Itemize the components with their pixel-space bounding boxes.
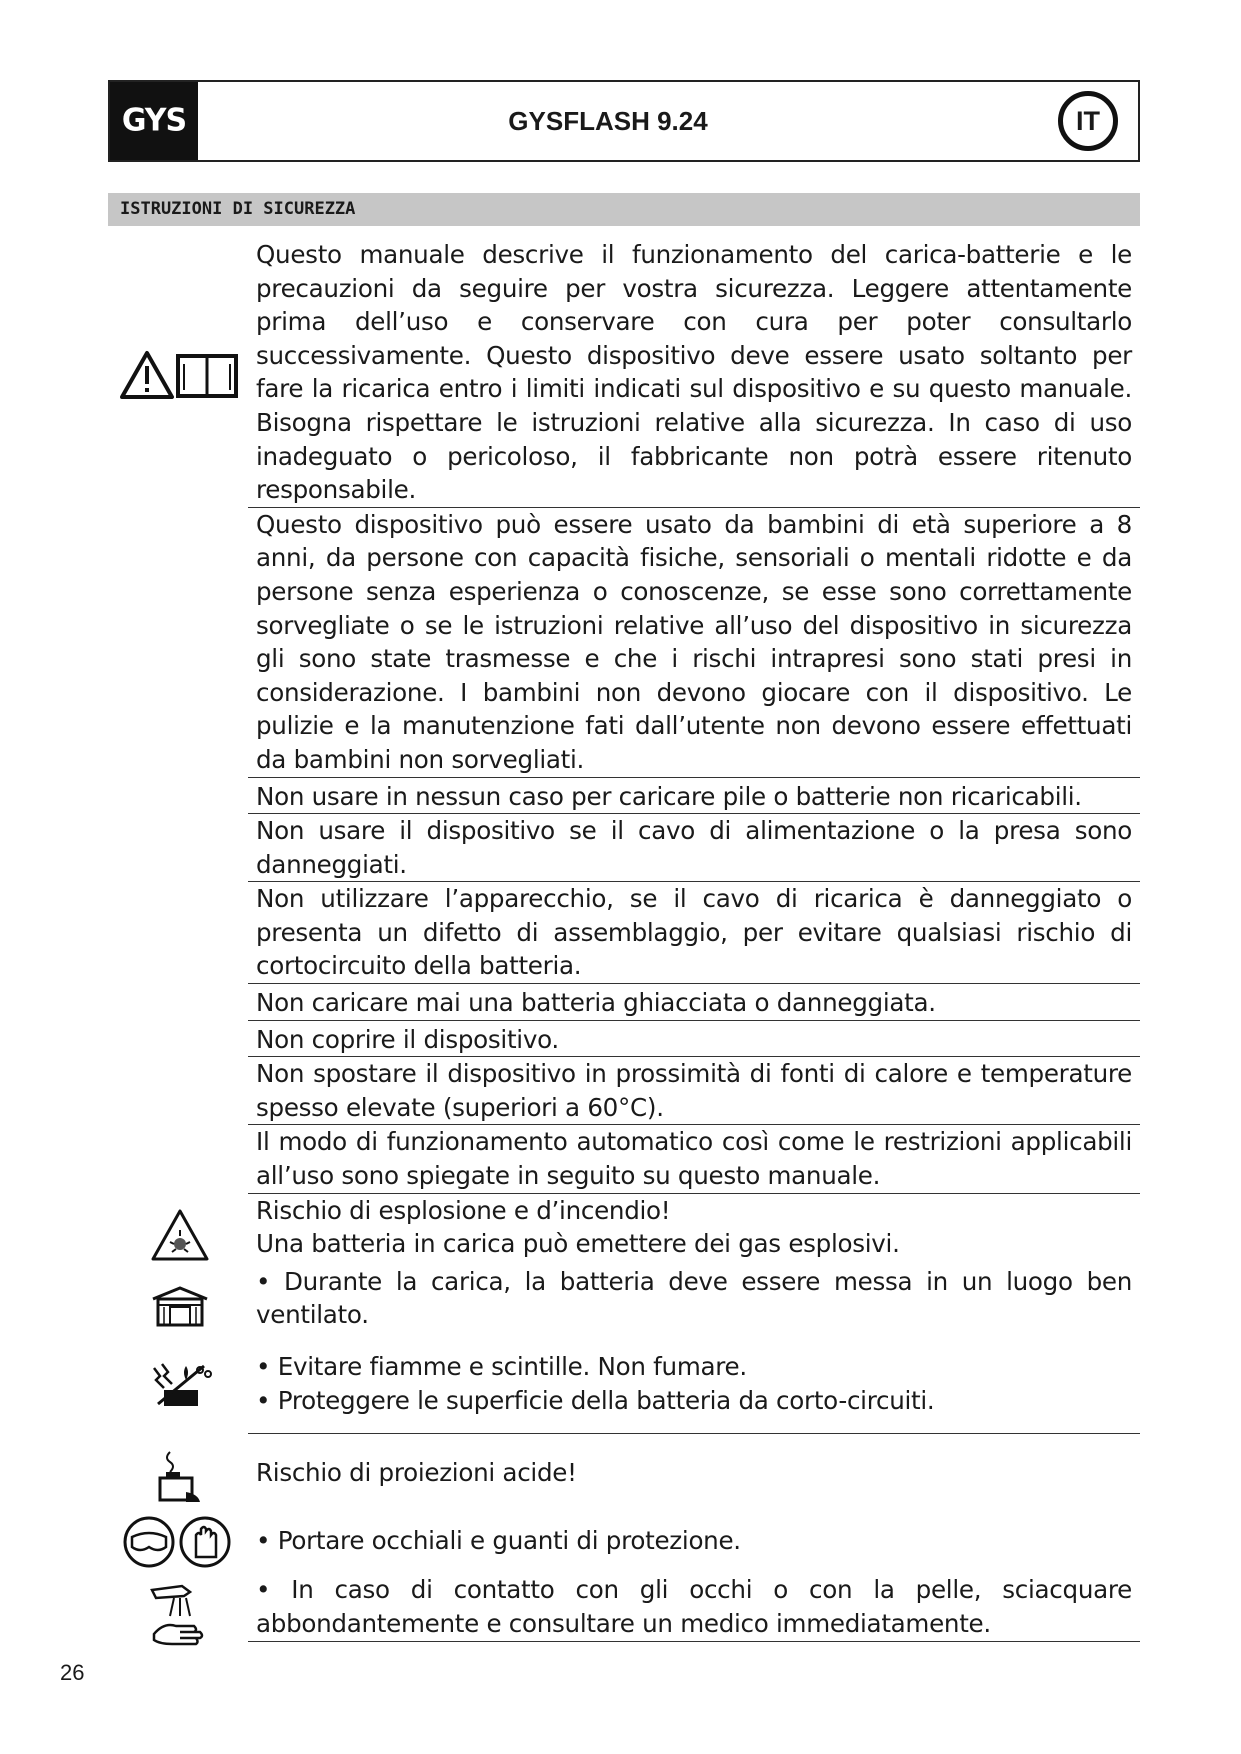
acid-bullet: • Portare occhiali e guanti di protezione. — [256, 1525, 741, 1555]
no-flames-icon — [148, 1360, 214, 1408]
explosion-bullet: • Proteggere le superficie della batteria da corto-circuiti. — [256, 1385, 935, 1415]
paragraph: Questo manuale descrive il funzionamento del carica-batterie e le precauzioni da seguire per vostra sicurezza. Leggere attentamente prima dell’uso e conservare con cura per poter consultarlo successivamente. Questo dispositivo deve essere usato soltanto per fare la ricarica entro i limiti indicati sul dispositivo e su questo manuale. Bisogna rispettare le istruzioni relative alla sicurezza. In caso di uso inadeguato o pericoloso, il fabbricante non potrà essere ritenuto responsabile. — [248, 238, 1140, 508]
explosion-warning-icon — [150, 1208, 210, 1262]
acid-risk-block — [248, 1456, 1140, 1641]
paragraph: Questo dispositivo può essere usato da bambini di età superiore a 8 anni, da persone con capacità fisiche, sensoriali o mentali ridotte e da persone senza esperienza o conoscenze, se esse sono correttamente sorvegliate o se le istruzioni relative all’uso del dispositivo in sicurezza gli sono state trasmesse e che i rischi intrapresi sono stati presi in considerazione. I bambini non devono giocare con il dispositivo. Le pulizie e la manutenzione fati dall’utente non devono essere effettuati da bambini non sorvegliati. — [248, 508, 1140, 778]
paragraph: Non caricare mai una batteria ghiacciata o danneggiata. — [248, 984, 1140, 1021]
explosion-risk-block — [248, 1194, 1140, 1435]
paragraph: Non usare in nessun caso per caricare pile o batterie non ricaricabili. — [248, 778, 1140, 815]
rinse-hand-icon — [148, 1582, 210, 1648]
goggles-gloves-icon — [122, 1515, 234, 1569]
page-number: 26 — [60, 1660, 85, 1685]
paragraph: Non utilizzare l’apparecchio, se il cavo di ricarica è danneggiato o presenta un difetto di assemblaggio, per evitare qualsiasi rischio di cortocircuito della batteria. — [248, 882, 1140, 984]
paragraph: Non spostare il dispositivo in prossimità di fonti di calore e temperature spesso elevate (superiori a 60°C). — [248, 1057, 1140, 1125]
section-heading-bar — [108, 193, 1140, 226]
paragraph: Non coprire il dispositivo. — [248, 1021, 1140, 1058]
ventilation-icon — [150, 1285, 210, 1327]
acid-battery-icon — [156, 1448, 206, 1504]
section-title: ISTRUZIONI DI SICUREZZA — [120, 199, 356, 219]
warning-manual-icon — [120, 350, 240, 400]
safety-instructions — [248, 238, 1140, 1642]
explosion-bullet: • Durante la carica, la batteria deve essere messa in un luogo ben ventilato. — [256, 1266, 1132, 1330]
paragraph: Il modo di funzionamento automatico così come le restrizioni applicabili all’uso sono spiegate in seguito su questo manuale. — [248, 1125, 1140, 1193]
paragraph: Non usare il dispositivo se il cavo di alimentazione o la presa sono danneggiati. — [248, 814, 1140, 882]
document-title: GYSFLASH 9.24 — [508, 106, 708, 136]
acid-bullet: • In caso di contatto con gli occhi o con la pelle, sciacquare abbondantemente e consultare un medico immediatamente. — [256, 1575, 1132, 1638]
explosion-bullet: • Evitare fiamme e scintille. Non fumare. — [256, 1352, 747, 1381]
explosion-risk-title: Rischio di esplosione e d’incendio! — [256, 1195, 671, 1225]
explosion-risk-line: Una batteria in carica può emettere dei gas esplosivi. — [256, 1229, 900, 1259]
language-badge: IT — [1058, 91, 1118, 151]
document-header — [108, 80, 1140, 162]
acid-risk-title: Rischio di proiezioni acide! — [256, 1458, 577, 1488]
gys-logo: GYS — [110, 82, 198, 160]
